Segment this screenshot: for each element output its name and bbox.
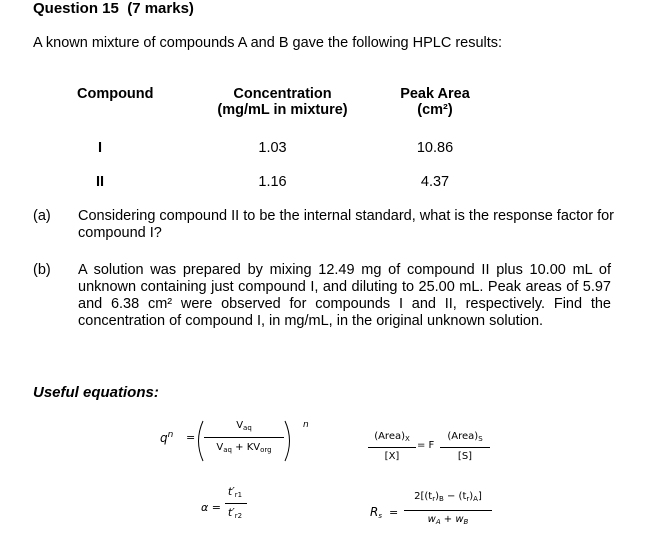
eq-q-den-sub2: org bbox=[260, 446, 272, 454]
table-row-1-peak-area: 10.86 bbox=[416, 140, 454, 156]
eq-q-symbol: q bbox=[160, 431, 168, 445]
eq-area-fraction-bar-1 bbox=[368, 447, 416, 448]
eq-q-num-v: V bbox=[236, 420, 244, 431]
eq-area-num2-text: (Area) bbox=[447, 431, 479, 442]
eq-rs-num-sub4: A bbox=[473, 495, 478, 503]
col-header-peak-area-line2: (cm²) bbox=[417, 102, 453, 118]
question-title: Question 15 bbox=[33, 0, 119, 17]
table-row-1-compound: I bbox=[97, 140, 103, 156]
eq-rs-num-e: ] bbox=[477, 491, 482, 502]
eq-rs-den-sub2: B bbox=[463, 518, 469, 526]
eq-rs-equals: = bbox=[389, 506, 399, 519]
eq-rs-num-c: − (t bbox=[443, 491, 467, 502]
eq-area-fraction-bar-2 bbox=[440, 447, 490, 448]
eq-area-numerator bbox=[368, 431, 416, 443]
eq-rs-num-sub3: r bbox=[466, 495, 470, 503]
eq-q-equals: = bbox=[186, 431, 196, 444]
eq-q-lhs bbox=[160, 430, 173, 445]
eq-q-den-sub1: aq bbox=[223, 446, 232, 454]
equations-heading: Useful equations: bbox=[33, 384, 159, 401]
question-header bbox=[33, 0, 194, 17]
eq-alpha-numerator bbox=[224, 485, 246, 499]
eq-rs-den-a: w bbox=[427, 514, 436, 525]
eq-q-num-sub: aq bbox=[243, 424, 252, 432]
eq-rs-num-a: 2[(t bbox=[414, 491, 433, 502]
eq-q-den-v2: V bbox=[253, 442, 261, 453]
eq-q-superscript: n bbox=[167, 430, 174, 440]
eq-q-fraction-bar bbox=[204, 437, 284, 438]
eq-q-den-v1: V bbox=[216, 442, 224, 453]
question-marks: (7 marks) bbox=[127, 0, 194, 17]
col-header-concentration-line2: (mg/mL in mixture) bbox=[217, 102, 348, 118]
eq-alpha-fraction-bar bbox=[225, 503, 247, 504]
col-header-concentration bbox=[200, 86, 365, 118]
table-row-2-concentration: 1.16 bbox=[258, 174, 287, 190]
eq-rs-num-b: ) bbox=[435, 491, 439, 502]
eq-area-equals-f: = F bbox=[417, 440, 435, 451]
eq-rs-numerator bbox=[404, 491, 492, 503]
eq-q-exponent: n bbox=[303, 420, 309, 430]
eq-alpha-num-t: t′ bbox=[227, 485, 235, 498]
eq-rs-fraction-bar bbox=[404, 510, 492, 511]
eq-area-numerator-2 bbox=[440, 431, 490, 443]
eq-q-numerator bbox=[204, 420, 284, 432]
part-b-text: A solution was prepared by mixing 12.49 mg of compound II plus 10.00 mL of unknown containing just compound I, and diluting to 25.00 mL. Peak areas of 5.97 and 6.38 cm² were observed for compounds I and II, respectively. Find the concentration of compound I, in mg/mL, in the original unknown solution. bbox=[78, 262, 611, 329]
eq-rs-denominator bbox=[404, 514, 492, 526]
eq-alpha-num-sub: r1 bbox=[234, 491, 243, 499]
col-header-peak-area bbox=[385, 86, 485, 118]
eq-alpha-den-sub: r2 bbox=[234, 512, 243, 520]
eq-area-num2-sub: S bbox=[478, 435, 483, 443]
col-header-peak-area-line1: Peak Area bbox=[400, 86, 470, 102]
col-header-compound: Compound bbox=[77, 86, 154, 102]
part-a-label: (a) bbox=[33, 208, 51, 224]
eq-rs-symbol: R bbox=[370, 505, 379, 519]
eq-area-num-sub: X bbox=[405, 435, 410, 443]
eq-rs-den-b: + w bbox=[440, 514, 464, 525]
eq-alpha-lhs: α = bbox=[201, 501, 221, 514]
eq-q-denominator bbox=[200, 442, 288, 454]
table-row-1-concentration: 1.03 bbox=[258, 140, 287, 156]
table-row-2-peak-area: 4.37 bbox=[420, 174, 450, 190]
eq-rs-sub: s bbox=[378, 512, 382, 520]
eq-rs-num-sub1: r bbox=[432, 495, 436, 503]
table-row-2-compound: II bbox=[95, 174, 105, 190]
part-a-text: Considering compound II to be the internal standard, what is the response factor for compound I? bbox=[78, 208, 615, 241]
question-intro: A known mixture of compounds A and B gave the following HPLC results: bbox=[33, 35, 503, 51]
col-header-concentration-line1: Concentration bbox=[233, 86, 332, 102]
eq-rs-num-d: ) bbox=[469, 491, 474, 502]
eq-area-denominator: [X] bbox=[384, 451, 400, 462]
eq-alpha-denominator bbox=[224, 506, 246, 520]
eq-area-denominator-2: [S] bbox=[457, 451, 473, 462]
eq-area-num-text: (Area) bbox=[374, 431, 406, 442]
eq-alpha-den-t: t′ bbox=[227, 506, 235, 519]
eq-rs-lhs bbox=[370, 505, 382, 520]
part-b-label: (b) bbox=[33, 262, 51, 278]
eq-rs-num-sub2: B bbox=[439, 495, 444, 503]
eq-q-den-plus: + K bbox=[235, 442, 254, 453]
eq-rs-den-sub1: A bbox=[435, 518, 441, 526]
